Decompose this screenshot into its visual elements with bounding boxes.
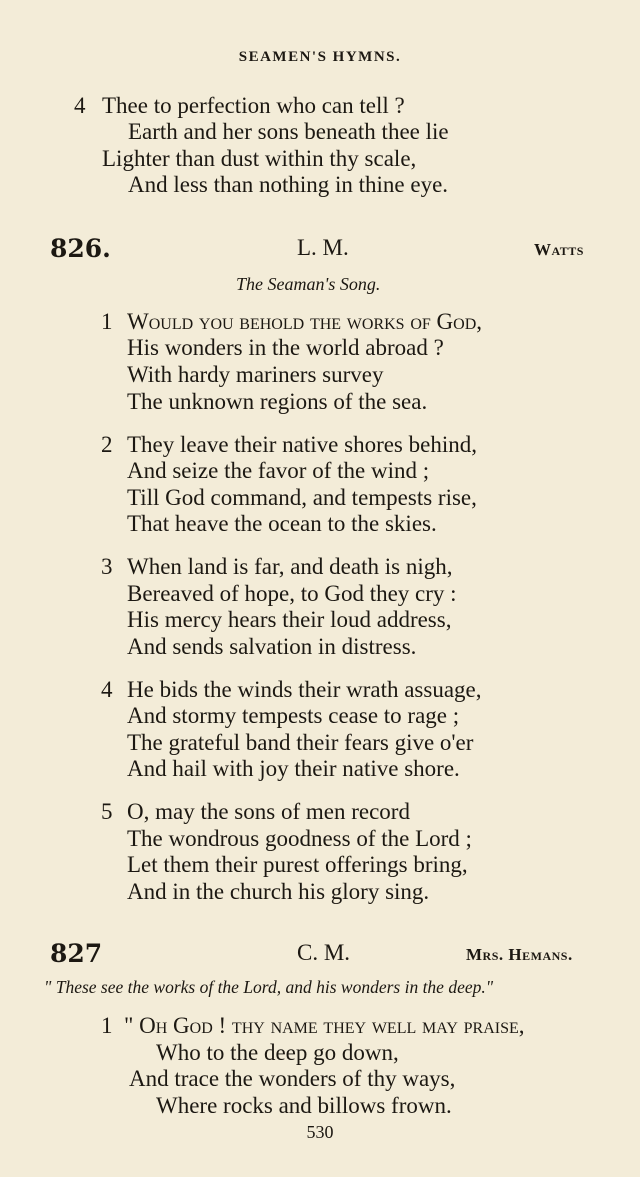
hymn-author: Watts — [534, 240, 584, 259]
verse-line: When land is far, and death is nigh, — [127, 554, 453, 579]
verse-line: The unknown regions of the sea. — [127, 389, 428, 414]
verse-line: He bids the winds their wrath assuage, — [127, 677, 482, 702]
verse-line: And hail with joy their native shore. — [127, 756, 460, 781]
verse-line: And seize the favor of the wind ; — [127, 458, 430, 483]
verse-number: 1 — [101, 1013, 113, 1038]
verse-line: With hardy mariners survey — [127, 362, 384, 387]
hymn-subtitle: " These see the works of the Lord, and his wonders in the deep." — [44, 977, 494, 997]
verse-line: Would you behold the works of God, — [127, 309, 482, 334]
hymn-number: 827 — [50, 939, 103, 968]
hymn-subtitle: The Seaman's Song. — [236, 274, 381, 294]
verse-number: 4 — [101, 677, 113, 702]
verse-line: Let them their purest offerings bring, — [127, 852, 468, 877]
verse-number: 3 — [101, 554, 113, 579]
verse-line: Thee to perfection who can tell ? — [102, 93, 405, 118]
verse-line: His mercy hears their loud address, — [127, 607, 452, 632]
verse-line: Bereaved of hope, to God they cry : — [127, 581, 457, 606]
verse-line: His wonders in the world abroad ? — [127, 335, 444, 360]
verse-number: 5 — [101, 799, 113, 824]
page-number: 530 — [306, 1122, 334, 1142]
verse-line: " Oh God ! thy name they well may praise, — [124, 1013, 525, 1038]
verse-line: Earth and her sons beneath thee lie — [128, 119, 449, 144]
hymn-meter: L. M. — [297, 235, 349, 260]
verse-line: And trace the wonders of thy ways, — [129, 1066, 456, 1091]
verse-line: Where rocks and billows frown. — [156, 1093, 452, 1118]
verse-line: The wondrous goodness of the Lord ; — [127, 826, 472, 851]
verse-line: And in the church his glory sing. — [127, 879, 430, 904]
verse-line: Till God command, and tempests rise, — [127, 485, 477, 510]
verse-number: 4 — [74, 93, 86, 118]
hymn-number: 826. — [50, 234, 111, 263]
verse-line: And stormy tempests cease to rage ; — [127, 703, 460, 728]
running-head: SEAMEN'S HYMNS. — [238, 49, 402, 65]
hymn-author: Mrs. Hemans. — [466, 945, 573, 964]
verse-line: And less than nothing in thine eye. — [128, 172, 449, 197]
verse-line: Who to the deep go down, — [156, 1040, 399, 1065]
verse-number: 1 — [101, 309, 113, 334]
verse-line: And sends salvation in distress. — [127, 634, 417, 659]
verse-line: That heave the ocean to the skies. — [127, 511, 437, 536]
verse-line: They leave their native shores behind, — [127, 432, 477, 457]
hymn-meter: C. M. — [297, 940, 351, 965]
verse-line: O, may the sons of men record — [127, 799, 410, 824]
verse-line: Lighter than dust within thy scale, — [102, 146, 417, 171]
verse-number: 2 — [101, 432, 113, 457]
verse-line: The grateful band their fears give o'er — [127, 730, 474, 755]
